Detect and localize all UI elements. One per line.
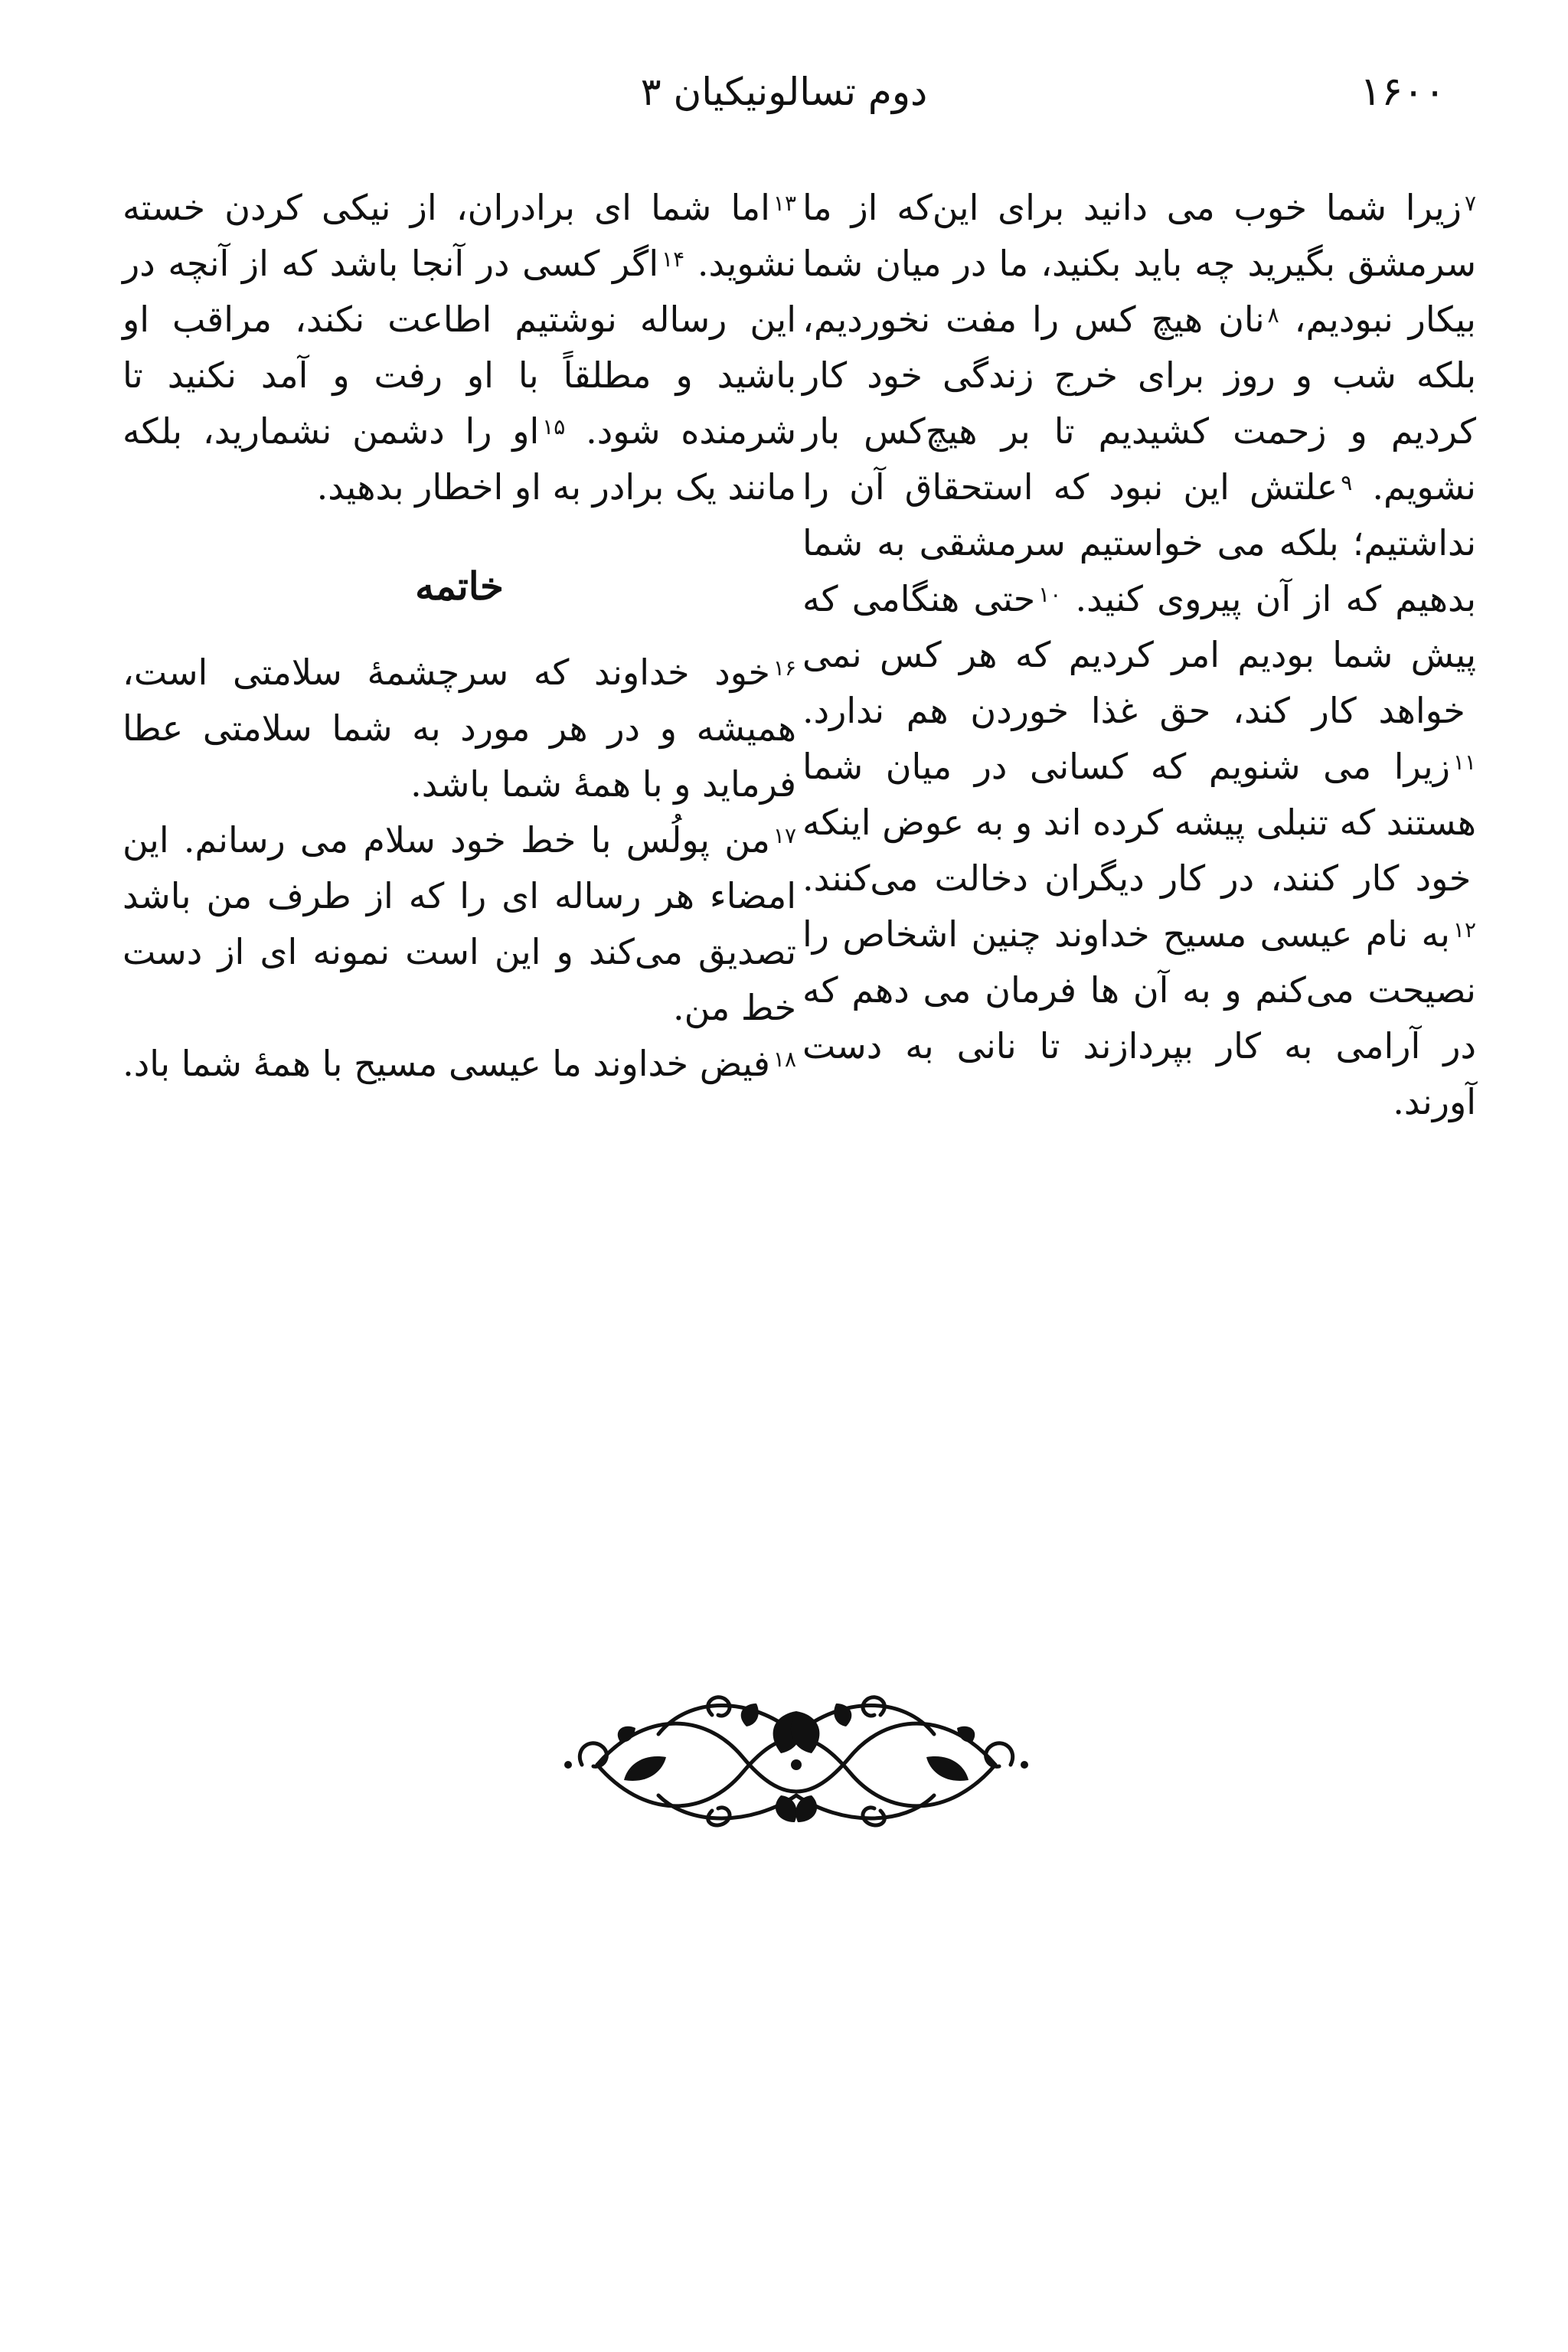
verse-text: اما شما ای برادران، از نیکی کردن خسته نشوید. [122, 187, 796, 284]
verse-11 [802, 746, 1476, 899]
verse-18 [122, 1036, 796, 1092]
verse-text: فیض خداوند ما عیسی مسیح با همهٔ شما باد. [122, 1043, 770, 1084]
verse-number: ۱۳ [773, 191, 796, 216]
verse-number: ۱۱ [1452, 750, 1476, 775]
floral-vine-ornament-icon [551, 1681, 1041, 1834]
verse-16 [122, 645, 796, 812]
page-header [122, 61, 1446, 122]
paragraph [122, 180, 796, 515]
verse-text: زیرا شما خوب می دانید برای این‌که از ما سرمشق بگیرید چه باید بکنید، ما در میان شما بیکار نبودیم، [802, 187, 1476, 340]
verse-number: ۱۲ [1452, 917, 1476, 942]
verse-number: ۹ [1341, 470, 1353, 495]
text-column-left [122, 180, 796, 1092]
verse-number: ۱۸ [773, 1047, 796, 1072]
verse-text: حتی هنگامی که پیش شما بودیم امر کردیم که هر کس نمی خواهد کار کند، حق غذا خوردن هم ندارد. [802, 578, 1476, 731]
text-column-right [802, 180, 1476, 1130]
running-title: دوم تسالونیکیان ۳ [640, 70, 928, 114]
section-heading: خاتمه [415, 564, 504, 609]
page-number: ۱۶۰۰ [1360, 69, 1446, 115]
verse-text: خود خداوند که سرچشمهٔ سلامتی است، همیشه و در هر مورد به شما سلامتی عطا فرماید و با همهٔ شما باشد. [122, 652, 796, 805]
verse-text: او را دشمن نشمارید، بلکه مانند یک برادر به او اخطار بدهید. [122, 410, 796, 508]
verse-12 [802, 913, 1476, 1122]
verse-text: به نام عیسی مسیح خداوند چنین اشخاص را نصیحت می‌کنم و به آن ها فرمان می دهم که در آرامی به کار بپردازند تا نانی به دست آورند. [802, 913, 1476, 1122]
paragraph [802, 180, 1476, 1130]
verse-number: ۸ [1267, 302, 1279, 328]
verse-number: ۱۷ [773, 823, 796, 848]
verse-text: اگر کسی در آنجا باشد که از آنچه در این رساله نوشتیم اطاعت نکند، مراقب او باشید و مطلقاً با او رفت و آمد نکنید تا شرمنده شود. [122, 243, 796, 452]
verse-number: ۷ [1464, 191, 1476, 216]
verse-text: زیرا می شنویم که کسانی در میان شما هستند که تنبلی پیشه کرده اند و به عوض اینکه خود کار کنند، در کار دیگران دخالت می‌کنند. [802, 746, 1476, 899]
verse-text: علتش این نبود که استحقاق آن را نداشتیم؛ بلکه می خواستیم سرمشقی به شما بدهیم که از آن پیروی کنید. [802, 466, 1476, 619]
verse-text: من پولُس با خط خود سلام می رسانم. این امضاء هر رساله ای را که از طرف من باشد تصدیق می‌کند و این است نمونه ای از دست خط من. [122, 819, 796, 1028]
verse-number: ۱۶ [773, 655, 796, 681]
verse-number: ۱۵ [542, 414, 566, 439]
verse-text: نان هیچ کس را مفت نخوردیم، بلکه شب و روز برای خرج زندگی خود کار کردیم و زحمت کشیدیم تا بر هیچ‌کس بار نشویم. [802, 299, 1476, 508]
verse-17 [122, 812, 796, 1036]
verse-number: ۱۰ [1038, 582, 1062, 607]
verse-number: ۱۴ [662, 247, 685, 272]
